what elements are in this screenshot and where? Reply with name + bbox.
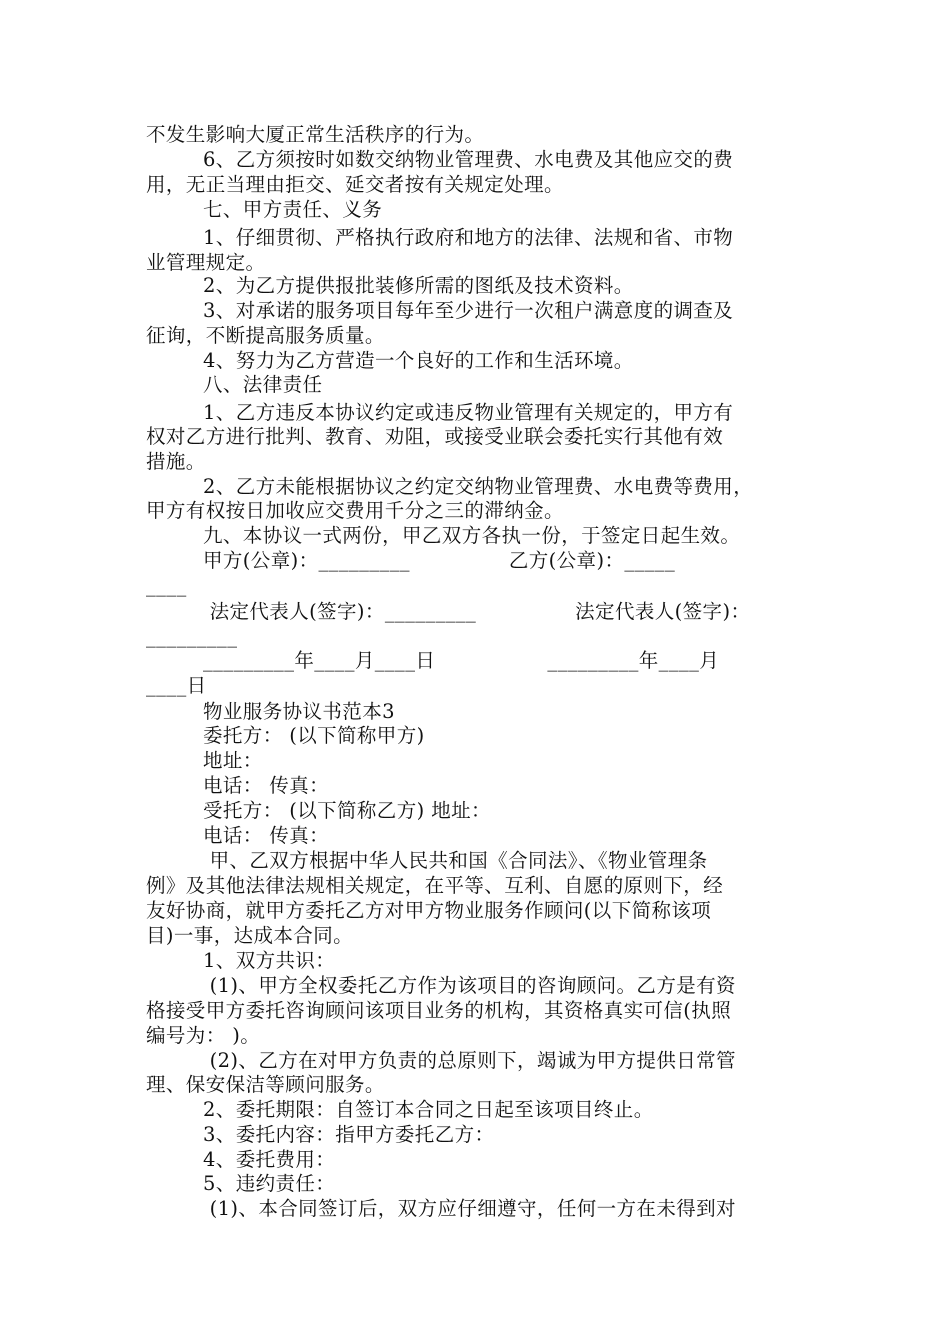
text-line: (1)、本合同签订后，双方应仔细遵守，任何一方在未得到对 (203, 1197, 736, 1220)
text-line: 4、努力为乙方营造一个良好的工作和生活环境。 (203, 349, 634, 372)
text-line: 4、委托费用： (203, 1148, 336, 1171)
text-line: 电话： 传真： (203, 774, 329, 797)
date-line: ____日 (146, 674, 207, 697)
text-line: 格接受甲方委托咨询顾问该项目业务的机构，其资格真实可信(执照 (146, 999, 732, 1022)
text-line: 例》及其他法律法规相关规定，在平等、互利、自愿的原则下，经 (146, 874, 724, 897)
text-line: 2、委托期限：自签订本合同之日起至该项目终止。 (203, 1098, 654, 1121)
text-line: 业管理规定。 (146, 251, 266, 274)
text-line: 权对乙方进行批判、教育、劝阻，或接受业联会委托实行其他有效 (146, 425, 724, 448)
text-line: 编号为： )。 (146, 1024, 261, 1047)
text-line: 5、违约责任： (203, 1172, 336, 1195)
section-heading: 八、法律责任 (203, 373, 323, 396)
text-line: 目)一事，达成本合同。 (146, 924, 354, 947)
document-title: 物业服务协议书范本3 (203, 700, 395, 723)
text-line: 电话： 传真： (203, 824, 329, 847)
text-line: (1)、甲方全权委托乙方作为该项目的咨询顾问。乙方是有资 (203, 974, 736, 997)
signature-line: 法定代表人(签字)：_________ 法定代表人(签字)： (203, 600, 751, 623)
text-line: 征询，不断提高服务质量。 (146, 324, 385, 347)
signature-line: _________ (146, 625, 238, 648)
text-line: 1、双方共识： (203, 949, 336, 972)
text-line: 受托方： (以下简称乙方) 地址： (203, 799, 491, 822)
text-line: 2、乙方未能根据协议之约定交纳物业管理费、水电费等费用， (203, 475, 754, 498)
text-line: 3、委托内容：指甲方委托乙方： (203, 1123, 495, 1146)
text-line: 理、保安保洁等顾问服务。 (146, 1073, 385, 1096)
signature-line: ____ (146, 574, 187, 597)
text-line: 1、乙方违反本协议约定或违反物业管理有关规定的，甲方有 (203, 401, 734, 424)
text-line: 用，无正当理由拒交、延交者按有关规定处理。 (146, 173, 564, 196)
signature-line: 甲方(公章)：_________ 乙方(公章)：_____ (203, 549, 676, 572)
text-line: (2)、乙方在对甲方负责的总原则下，竭诚为甲方提供日常管 (203, 1049, 736, 1072)
section-heading: 七、甲方责任、义务 (203, 198, 383, 221)
text-line: 6、乙方须按时如数交纳物业管理费、水电费及其他应交的费 (203, 148, 734, 171)
text-line: 地址： (203, 749, 263, 772)
text-line: 1、仔细贯彻、严格执行政府和地方的法律、法规和省、市物 (203, 226, 734, 249)
text-line: 不发生影响大厦正常生活秩序的行为。 (146, 123, 485, 146)
text-line: 甲、乙双方根据中华人民共和国《合同法》、《物业管理条 (203, 849, 708, 872)
text-line: 友好协商，就甲方委托乙方对甲方物业服务作顾问(以下简称该项 (146, 899, 712, 922)
text-line: 甲方有权按日加收应交费用千分之三的滞纳金。 (146, 499, 564, 522)
text-line: 3、对承诺的服务项目每年至少进行一次租户满意度的调查及 (203, 299, 734, 322)
text-line: 委托方： (以下简称甲方) (203, 724, 425, 747)
text-line: 2、为乙方提供报批装修所需的图纸及技术资料。 (203, 274, 634, 297)
date-line: _________年____月____日 _________年____月 (203, 649, 720, 672)
text-line: 九、本协议一式两份，甲乙双方各执一份，于签定日起生效。 (203, 524, 741, 547)
text-line: 措施。 (146, 450, 206, 473)
